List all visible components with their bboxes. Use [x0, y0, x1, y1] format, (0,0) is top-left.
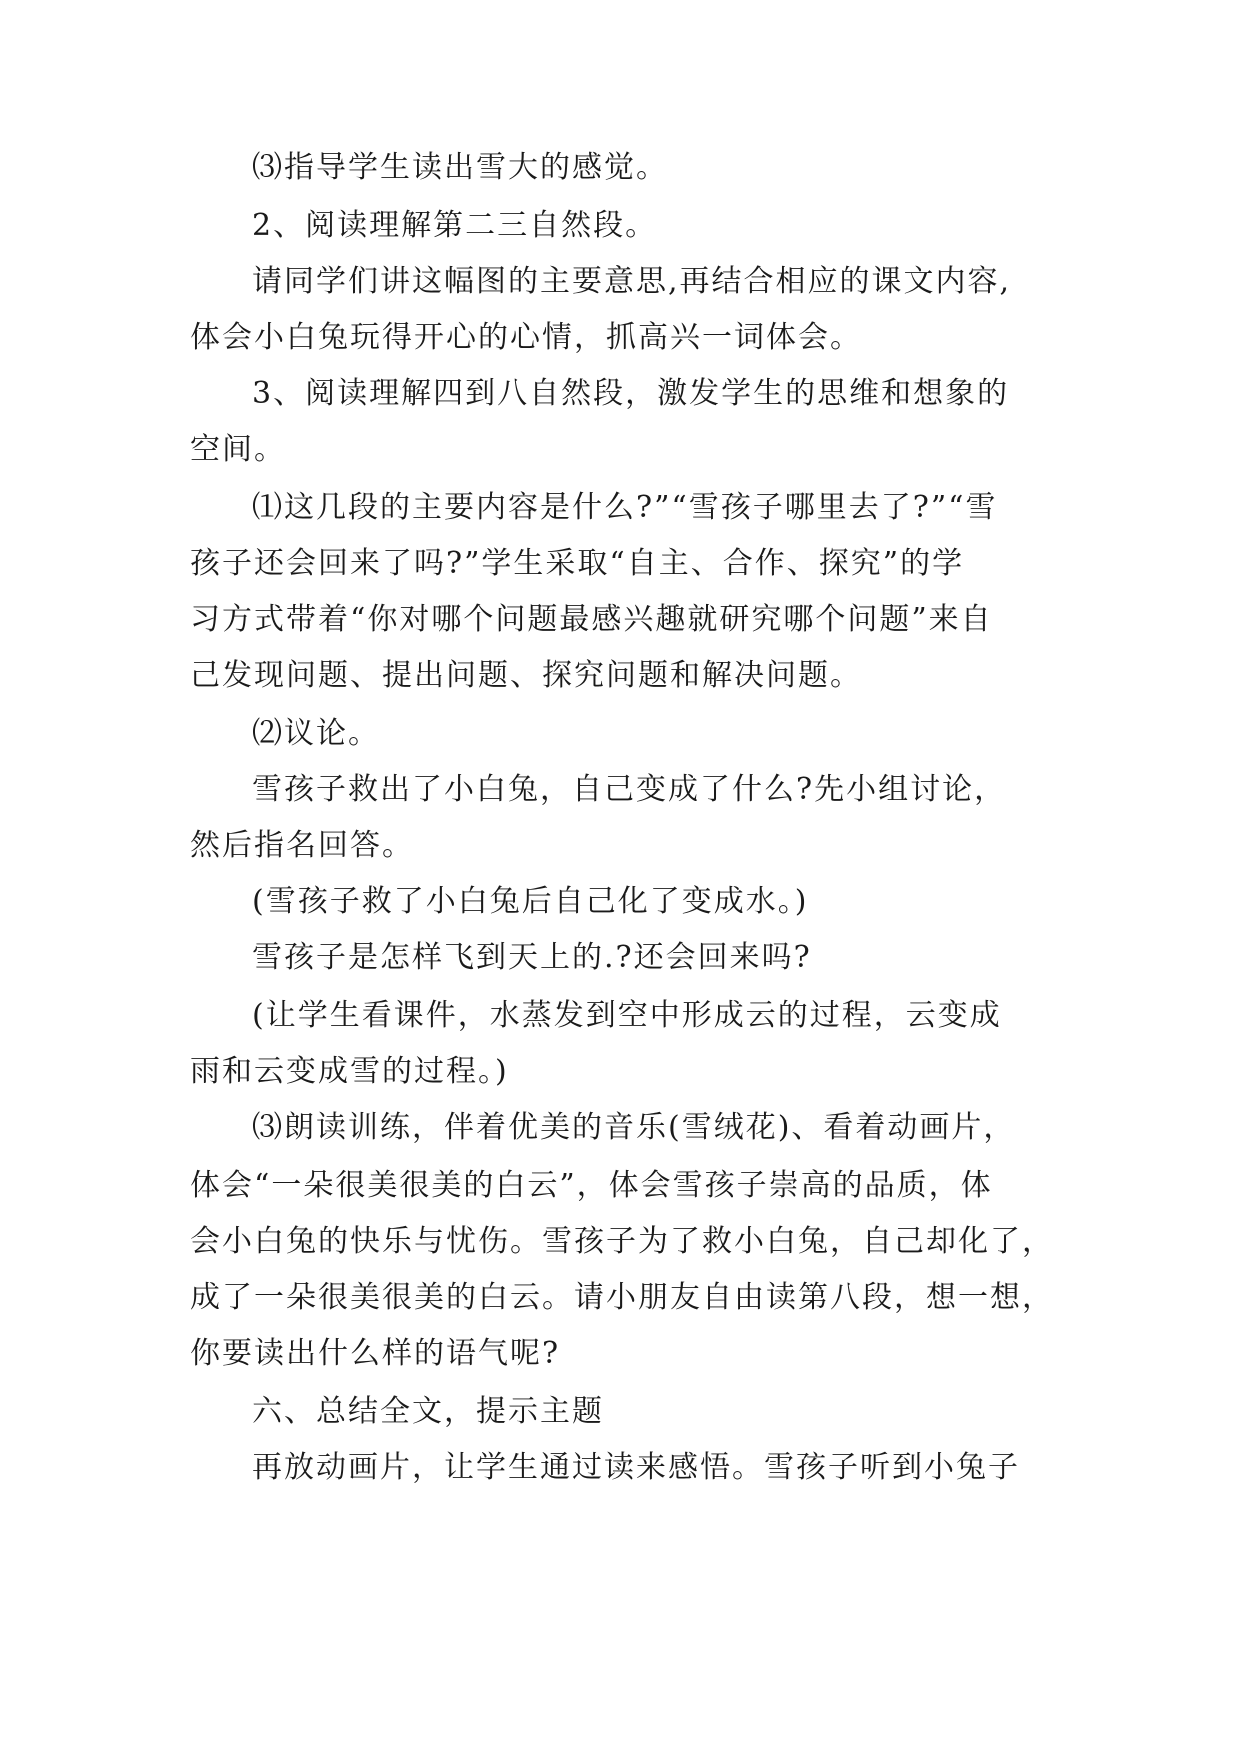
text-line: 然后指名回答。	[190, 828, 414, 863]
text-line: 体会“一朵很美很美的白云”，体会雪孩子崇高的品质，体	[190, 1168, 993, 1203]
text-line: 2、阅读理解第二三自然段。	[252, 208, 658, 243]
text-line: ⑶指导学生读出雪大的感觉。	[252, 150, 668, 185]
text-line: 成了一朵很美很美的白云。请小朋友自由读第八段，想一想，	[190, 1280, 1054, 1315]
text-line: (让学生看课件，水蒸发到空中形成云的过程，云变成	[252, 998, 1002, 1033]
text-line: 你要读出什么样的语气呢?	[190, 1336, 561, 1371]
text-line: 习方式带着“你对哪个问题最感兴趣就研究哪个问题”来自	[190, 602, 993, 637]
text-line: 请同学们讲这幅图的主要意思,再结合相应的课文内容,	[252, 264, 1012, 299]
text-line: 雨和云变成雪的过程。)	[190, 1054, 509, 1089]
text-line: 己发现问题、提出问题、探究问题和解决问题。	[190, 658, 862, 693]
text-line: 空间。	[190, 432, 286, 467]
text-line: 再放动画片，让学生通过读来感悟。雪孩子听到小兔子	[252, 1450, 1020, 1485]
text-line: ⑶朗读训练，伴着优美的音乐(雪绒花)、看着动画片，	[252, 1110, 1016, 1145]
text-line: ⑵议论。	[252, 716, 380, 751]
text-line: 雪孩子救出了小白兔，自己变成了什么?先小组讨论，	[252, 772, 1007, 807]
text-line: 雪孩子是怎样飞到天上的.?还会回来吗?	[252, 940, 812, 975]
section-heading: 六、总结全文，提示主题	[252, 1394, 604, 1429]
text-line: 会小白兔的快乐与忧伤。雪孩子为了救小白兔，自己却化了，	[190, 1224, 1054, 1259]
text-line: (雪孩子救了小白兔后自己化了变成水。)	[252, 884, 809, 919]
text-line: ⑴这几段的主要内容是什么?”“雪孩子哪里去了?”“雪	[252, 490, 998, 525]
text-line: 孩子还会回来了吗?”学生采取“自主、合作、探究”的学	[190, 546, 965, 581]
text-line: 3、阅读理解四到八自然段，激发学生的思维和想象的	[252, 376, 1010, 411]
text-line: 体会小白兔玩得开心的心情，抓高兴一词体会。	[190, 320, 862, 355]
